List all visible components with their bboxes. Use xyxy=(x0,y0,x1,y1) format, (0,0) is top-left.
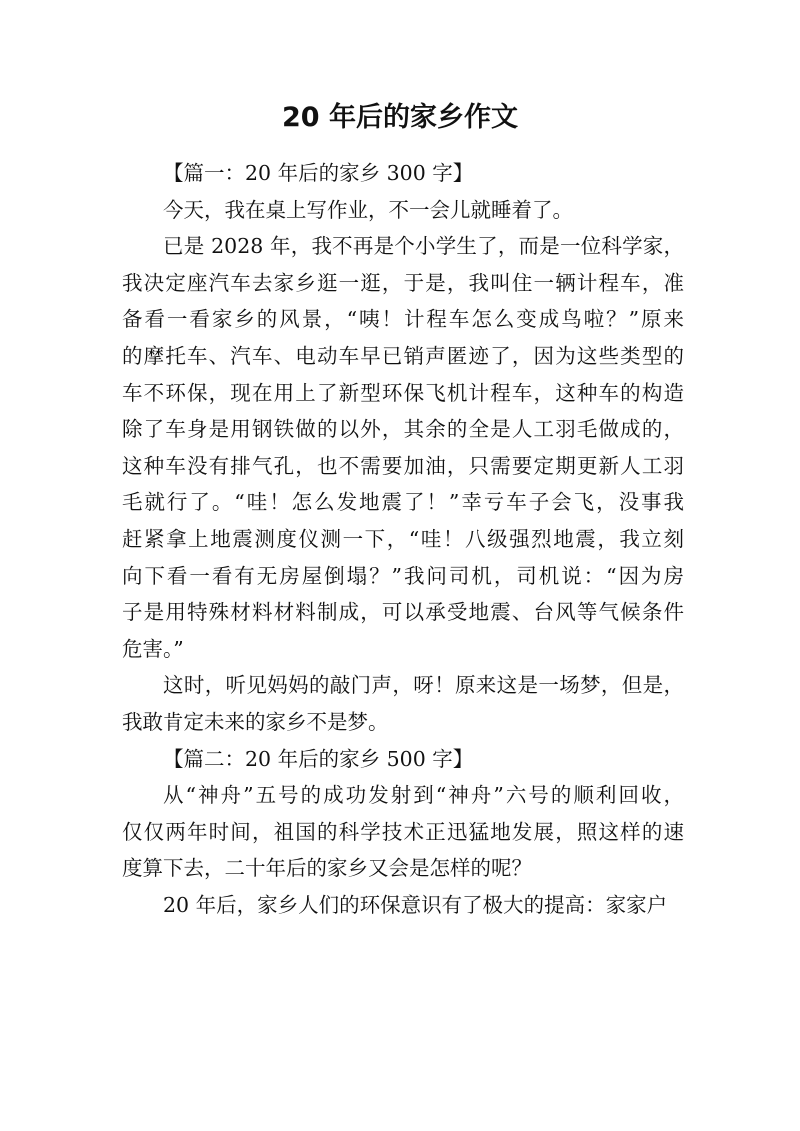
paragraph xyxy=(122,192,684,229)
text-line: 毛就行了。“哇！怎么发地震了！”幸亏车子会飞，没事我 xyxy=(122,490,684,515)
text-line: 赶紧拿上地震测度仪测一下，“哇！八级强烈地震，我立刻 xyxy=(122,526,684,551)
text-line: 从“神舟”五号的成功发射到“神舟”六号的顺利回收， xyxy=(163,783,684,808)
text-line: 这时，听见妈妈的敲门声，呀！原来这是一场梦，但是， xyxy=(163,673,684,698)
text-line: 20 年后，家乡人们的环保意识有了极大的提高：家家户 xyxy=(163,892,668,917)
text-line: 危害。” xyxy=(122,636,184,661)
text-line: 今天，我在桌上写作业，不一会儿就睡着了。 xyxy=(163,197,573,222)
text-line: 我敢肯定未来的家乡不是梦。 xyxy=(122,709,389,734)
document-body xyxy=(122,155,684,923)
paragraph xyxy=(122,887,684,924)
text-line: 仅仅两年时间，祖国的科学技术正迅猛地发展，照这样的速 xyxy=(122,819,684,844)
text-line: 度算下去，二十年后的家乡又会是怎样的呢？ xyxy=(122,856,532,881)
text-line: 备看一看家乡的风景，“咦！计程车怎么变成鸟啦？”原来 xyxy=(122,307,684,332)
text-line: 已是 2028 年，我不再是个小学生了，而是一位科学家， xyxy=(163,234,684,259)
text-line: 子是用特殊材料材料制成，可以承受地震、台风等气候条件 xyxy=(122,600,684,625)
paragraph xyxy=(122,667,684,740)
text-line: 我决定座汽车去家乡逛一逛，于是，我叫住一辆计程车，准 xyxy=(122,270,684,295)
text-line: 的摩托车、汽车、电动车早已销声匿迹了，因为这些类型的 xyxy=(122,343,684,368)
text-line: 车不环保，现在用上了新型环保飞机计程车，这种车的构造 xyxy=(122,380,684,405)
text-line: 向下看一看有无房屋倒塌？”我问司机，司机说：“因为房 xyxy=(122,563,684,588)
text-line: 这种车没有排气孔，也不需要加油，只需要定期更新人工羽 xyxy=(122,453,684,478)
section-heading: 【篇二：20 年后的家乡 500 字】 xyxy=(163,746,474,771)
section-heading: 【篇一：20 年后的家乡 300 字】 xyxy=(163,161,474,185)
paragraph xyxy=(122,777,684,887)
text-line: 除了车身是用钢铁做的以外，其余的全是人工羽毛做成的， xyxy=(122,417,684,442)
document-title: 20 年后的家乡作文 xyxy=(282,102,518,133)
paragraph xyxy=(122,228,684,667)
